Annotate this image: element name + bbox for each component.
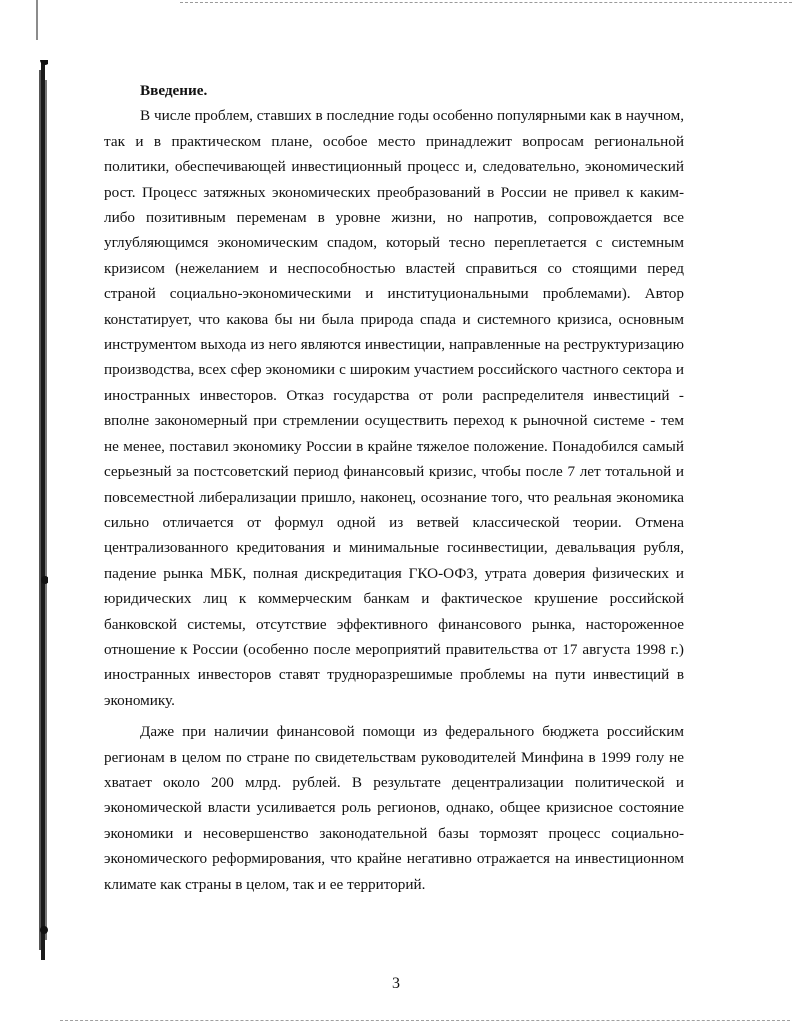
section-heading: Введение. [140,82,208,99]
document-body [104,78,684,897]
binding-strip-graphic [38,60,48,960]
scan-top-edge [180,2,792,3]
scan-bottom-edge [60,1020,790,1021]
binding-strip [38,60,48,960]
page-number-container [0,975,796,993]
page-number: 3 [392,975,400,992]
paragraph-1: В числе проблем, ставших в последние годы особенно популярными как в научном, так и в практическом плане, особое место принадлежит вопросам региональной политики, обеспечивающей инвестиционный процесс и, следовательно, экономический рост. Процесс затяжных экономических преобразований в России не привел к каким-либо позитивным переменам в уровне жизни, но напротив, сопровождается все углубляющимся экономическим спадом, который тесно переплетается с системным кризисом (нежеланием и неспособностью властей справиться со стоящими перед страной социально-экономическими и институциональными проблемами). Автор констатирует, что какова бы ни была природа спада и системного кризиса, основным инструментом выхода из него являются инвестиции, направленные на реструктуризацию производства, всех сфер экономики с широким участием российского частного сектора и иностранных инвесторов. Отказ государства от роли распределителя инвестиций - вполне закономерный при стремлении осуществить переход к рыночной системе - тем не менее, поставил экономику России в крайне тяжелое положение. Понадобился самый серьезный за постсоветский период финансовый кризис, чтобы после 7 лет тотальной и повсеместной либерализации пришло, наконец, осознание того, что реальная экономика сильно отличается от формул одной из ветвей классической теории. Отмена централизованного кредитования и минимальные госинвестиции, девальвация рубля, падение рынка МБК, полная дискредитация ГКО-ОФЗ, утрата доверия физических и юридических лиц к коммерческим банкам и фактическое крушение российской банковской системы, отсутствие эффективного финансового рынка, настороженное отношение к России (особенно после мероприятий правительства от 17 августа 1998 г.) иностранных инвесторов ставят трудноразрешимые проблемы на пути инвестиций в экономику. [104,107,684,709]
scan-top-corner [36,0,38,40]
paragraph-2: Даже при наличии финансовой помощи из федерального бюджета российским регионам в целом по стране по свидетельствам руководителей Минфина в 1999 голу не хватает около 200 млрд. рублей. В результате децентрализации политической и экономической власти усиливается роль регионов, однако, общее кризисное состояние экономики и несовершенство законодательной базы тормозят процесс социально-экономического реформирования, что крайне негативно отражается на инвестиционном климате как страны в целом, так и ее территорий. [104,723,684,893]
